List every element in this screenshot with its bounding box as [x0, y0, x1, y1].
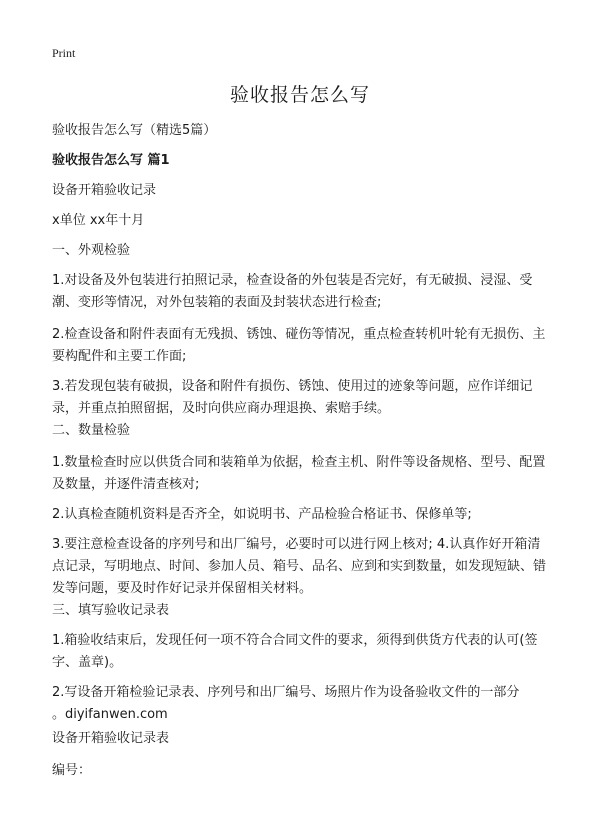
print-link[interactable]: Print: [52, 46, 76, 60]
heading-quantity-check: 二、数量检验: [52, 423, 131, 438]
heading-fill-record: 三、填写验收记录表: [52, 603, 170, 618]
section-heading: 验收报告怎么写 篇1: [52, 153, 170, 168]
paragraph-record-1: 1.箱验收结束后，发现任何一项不符合合同文件的要求，须得到供货方代表的认可(签字、盖章)。: [52, 633, 538, 670]
paragraph-record-2-tail: 。diyifanwen.com: [52, 707, 168, 722]
paragraph-quantity-3: 3.要注意检查设备的序列号和出厂编号，必要时可以进行网上核对; 4.认真作好开箱清点记录，写明地点、时间、参加人员、箱号、品名、应到和实到数量，如发现短缺、错发等问题，要及时作好记录并保留相关材料。: [52, 537, 547, 596]
paragraph-record-2: 2.写设备开箱检验记录表、序列号和出厂编号、场照片作为设备验收文件的一部分: [52, 685, 520, 700]
unit-date: x单位 xx年十月: [52, 213, 145, 228]
record-title: 设备开箱验收记录: [52, 183, 157, 198]
paragraph-quantity-1: 1.数量检查时应以供货合同和装箱单为依据，检查主机、附件等设备规格、型号、配置及数量，并逐件清查核对;: [52, 455, 546, 492]
heading-appearance-check: 一、外观检验: [52, 243, 131, 258]
table-title: 设备开箱验收记录表: [52, 731, 170, 746]
paragraph-appearance-3: 3.若发现包装有破损，设备和附件有损伤、锈蚀、使用过的迹象等问题，应作详细记录，并重点拍照留据，及时向供应商办理退换、索赔手续。: [52, 379, 533, 416]
paragraph-appearance-1: 1.对设备及外包装进行拍照记录，检查设备的外包装是否完好，有无破损、浸湿、受潮、变形等情况，对外包装箱的表面及封装状态进行检查;: [52, 273, 533, 310]
page-title: 验收报告怎么写: [229, 84, 370, 106]
number-label: 编号：: [52, 763, 92, 778]
document-subtitle: 验收报告怎么写（精选5篇）: [52, 123, 217, 138]
paragraph-quantity-2: 2.认真检查随机资料是否齐全，如说明书、产品检验合格证书、保修单等;: [52, 507, 472, 522]
paragraph-appearance-2: 2.检查设备和附件表面有无残损、锈蚀、碰伤等情况，重点检查转机叶轮有无损伤、主要构配件和主要工作面;: [52, 327, 546, 364]
